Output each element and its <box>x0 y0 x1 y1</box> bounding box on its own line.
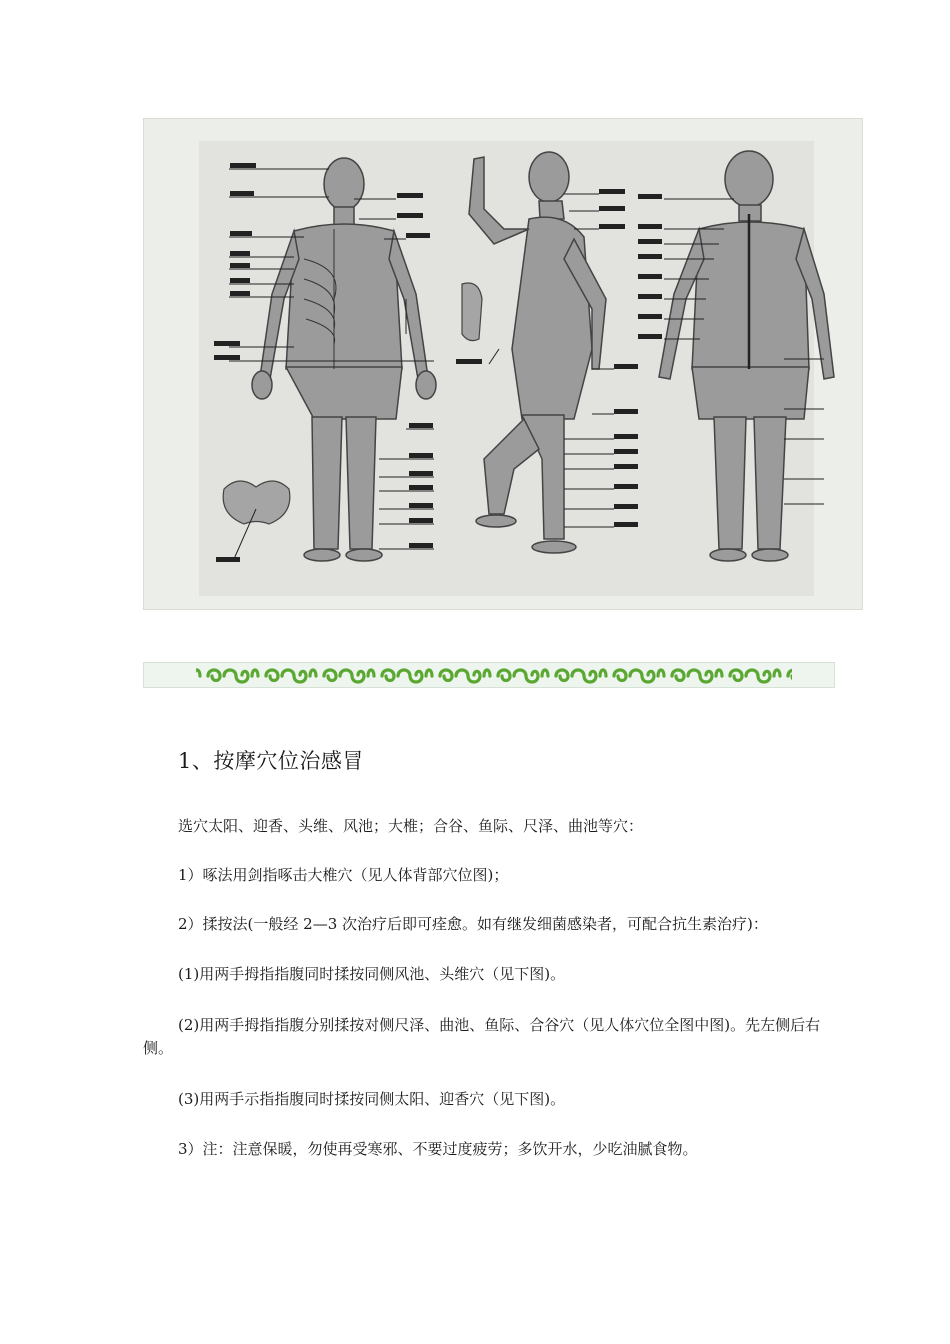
acupuncture-chart-figure <box>143 118 863 610</box>
pelvis-inset-figure <box>223 481 290 524</box>
paragraph-note: 3）注：注意保暖，勿使再受寒邪、不要过度疲劳；多饮开水，少吃油腻食物。 <box>178 1140 698 1158</box>
paragraph-step-2: 2）揉按法(一般经 2—3 次治疗后即可痊愈。如有继发细菌感染者，可配合抗生素治疗)： <box>178 915 768 933</box>
paragraph-step-1: 1）啄法用剑指啄击大椎穴（见人体背部穴位图)； <box>178 866 509 884</box>
paragraph-substep-1: (1)用两手拇指指腹同时揉按同侧风池、头维穴（见下图)。 <box>178 965 566 983</box>
paragraph-substep-3: (3)用两手示指指腹同时揉按同侧太阳、迎香穴（见下图)。 <box>178 1090 566 1108</box>
section-heading: 1、按摩穴位治感冒 <box>178 749 364 773</box>
paragraph-substep-2: (2)用两手拇指指腹分别揉按对侧尺泽、曲池、鱼际、合谷穴（见人体穴位全图中图)。先左侧后右侧。 <box>143 1016 821 1057</box>
acupuncture-chart-illustration <box>144 119 863 610</box>
green-scroll-ornament-icon <box>144 663 835 688</box>
ornament-divider <box>143 662 835 688</box>
foot-inset-figure <box>462 283 482 341</box>
paragraph-acupoints: 选穴太阳、迎香、头维、风池；大椎；合谷、鱼际、尺泽、曲池等穴： <box>178 817 644 835</box>
